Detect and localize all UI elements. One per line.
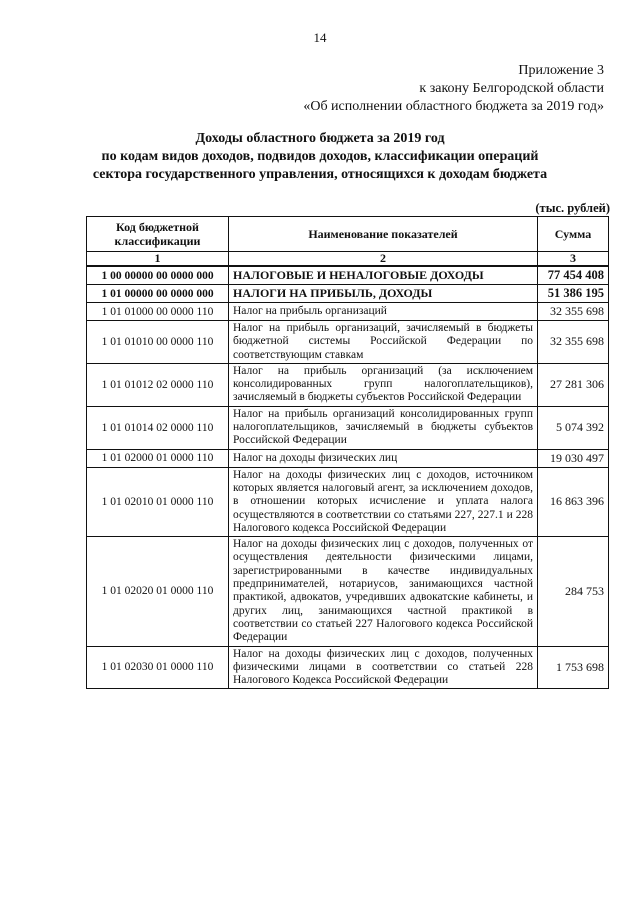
column-number: 1 — [87, 252, 229, 267]
table-row — [87, 406, 609, 449]
row-sum: 19 030 497 — [538, 449, 609, 467]
row-name: Налог на прибыль организаций консолидированных групп налогоплательщиков, зачисляемый в бюджеты субъектов Российской Федерации — [229, 406, 538, 449]
row-name: Налог на доходы физических лиц — [229, 449, 538, 467]
title-line-3: сектора государственного управления, относящихся к доходам бюджета — [92, 167, 548, 182]
row-name: Налог на доходы физических лиц с доходов, полученных физическими лицами в соответствии со статьей 228 Налогового Кодекса Российской Федерации — [229, 646, 538, 689]
row-code: 1 01 01010 00 0000 110 — [87, 321, 229, 364]
table-row — [87, 303, 609, 321]
table-row — [87, 449, 609, 467]
row-code: 1 01 02000 01 0000 110 — [87, 449, 229, 467]
row-sum: 77 454 408 — [538, 266, 609, 285]
title-line-2: по кодам видов доходов, подвидов доходов, классификации операций — [101, 149, 539, 164]
row-sum: 27 281 306 — [538, 363, 609, 406]
row-name: Налог на прибыль организаций, зачисляемый в бюджеты бюджетной системы Российской Федерации по соответствующим ставкам — [229, 321, 538, 364]
income-table — [86, 216, 609, 689]
row-code: 1 01 02010 01 0000 110 — [87, 467, 229, 536]
document-title — [0, 130, 640, 184]
row-code: 1 01 02030 01 0000 110 — [87, 646, 229, 689]
row-code: 1 01 01014 02 0000 110 — [87, 406, 229, 449]
row-sum: 5 074 392 — [538, 406, 609, 449]
header-sum: Сумма — [538, 217, 609, 252]
table-row — [87, 467, 609, 536]
table-row — [87, 646, 609, 689]
table-row — [87, 363, 609, 406]
column-number: 2 — [229, 252, 538, 267]
row-code: 1 01 01012 02 0000 110 — [87, 363, 229, 406]
header-code: Код бюджетной классификации — [87, 217, 229, 252]
title-line-1: Доходы областного бюджета за 2019 год — [195, 131, 445, 146]
table-row — [87, 285, 609, 303]
row-name: Налог на прибыль организаций — [229, 303, 538, 321]
table-row — [87, 537, 609, 646]
appendix-line-1: Приложение 3 — [518, 63, 604, 78]
table-row — [87, 321, 609, 364]
appendix-block — [303, 62, 604, 116]
row-name: Налог на прибыль организаций (за исключением консолидированных групп налогоплательщиков), зачисляемый в бюджеты субъектов Российской Федерации — [229, 363, 538, 406]
row-name: Налог на доходы физических лиц с доходов, полученных от осуществления деятельности физическими лицами, зарегистрированными в качестве индивидуальных предпринимателей, нотариусов, занимающихся частной практикой, адвокатов, учредивших адвокатские кабинеты, и других лиц, занимающихся частной практикой в соответствии со статьей 227 Налогового кодекса Российской Федерации — [229, 537, 538, 646]
table-header-row — [87, 217, 609, 252]
row-code: 1 01 02020 01 0000 110 — [87, 537, 229, 646]
row-code: 1 00 00000 00 0000 000 — [87, 266, 229, 285]
column-number-row — [87, 252, 609, 267]
row-name: НАЛОГИ НА ПРИБЫЛЬ, ДОХОДЫ — [229, 285, 538, 303]
row-name: Налог на доходы физических лиц с доходов, источником которых является налоговый агент, за исключением доходов, в отношении которых исчисление и уплата налога осуществляются в соответствии со статьями 227, 227.1 и 228 Налогового кодекса Российской Федерации — [229, 467, 538, 536]
row-code: 1 01 01000 00 0000 110 — [87, 303, 229, 321]
appendix-line-2: к закону Белгородской области — [419, 81, 604, 96]
row-code: 1 01 00000 00 0000 000 — [87, 285, 229, 303]
row-sum: 1 753 698 — [538, 646, 609, 689]
units-label: (тыс. рублей) — [535, 201, 610, 215]
column-number: 3 — [538, 252, 609, 267]
appendix-line-3: «Об исполнении областного бюджета за 2019 год» — [303, 99, 604, 114]
row-sum: 32 355 698 — [538, 321, 609, 364]
page-number: 14 — [313, 30, 327, 45]
row-sum: 51 386 195 — [538, 285, 609, 303]
row-sum: 284 753 — [538, 537, 609, 646]
row-sum: 16 863 396 — [538, 467, 609, 536]
row-name: НАЛОГОВЫЕ И НЕНАЛОГОВЫЕ ДОХОДЫ — [229, 266, 538, 285]
row-sum: 32 355 698 — [538, 303, 609, 321]
header-name: Наименование показателей — [229, 217, 538, 252]
table-row — [87, 266, 609, 285]
